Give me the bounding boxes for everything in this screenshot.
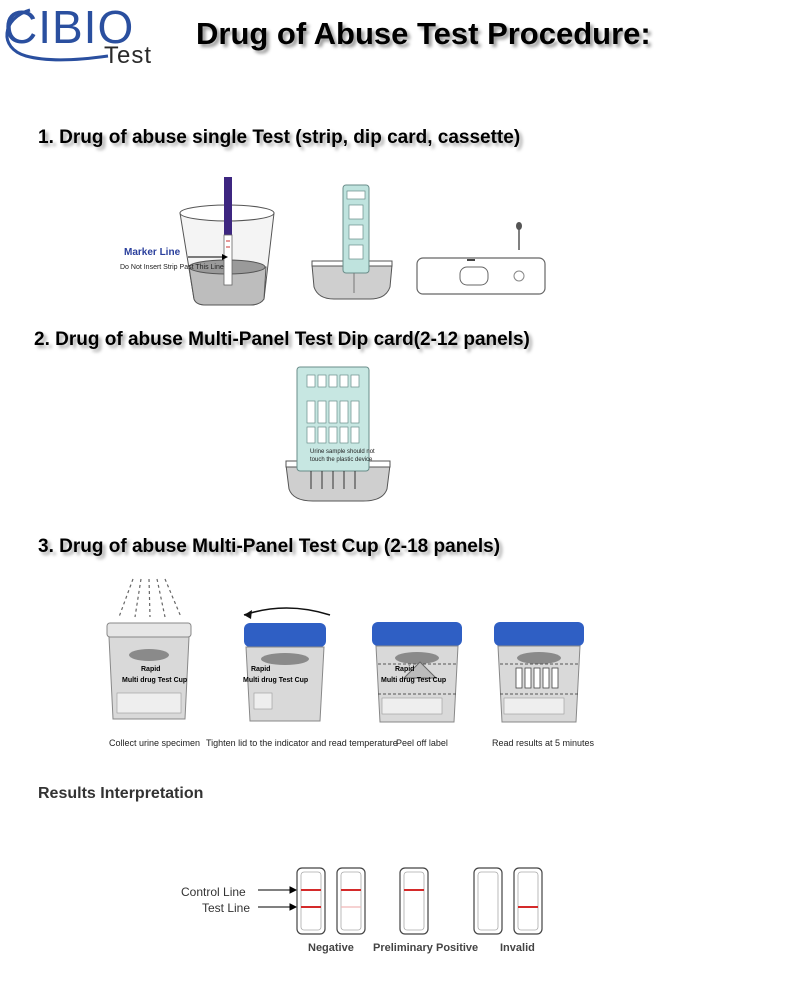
dip-card-note-1: Urine sample should not [310, 449, 375, 455]
dip-card-small-illustration [310, 183, 395, 303]
results-heading: Results Interpretation [38, 785, 204, 802]
dip-card-note-2: touch the plastic device [310, 457, 373, 463]
logo-sub: Test [104, 42, 153, 69]
cup-step-3-caption: Peel off label [396, 738, 448, 748]
result-invalid-label: Invalid [500, 942, 535, 954]
result-negative-label: Negative [308, 942, 354, 954]
marker-line-label: Marker Line [124, 247, 181, 258]
cup3-brand2: Multi drug Test Cup [381, 677, 447, 684]
cup2-brand1: Rapid [251, 666, 271, 673]
section-2-heading: 2. Drug of abuse Multi-Panel Test Dip card(2-12 panels) [34, 329, 530, 350]
results-diagram [0, 860, 800, 940]
cup-step-1-illustration [105, 575, 195, 725]
cup-step-4-caption: Read results at 5 minutes [492, 738, 595, 748]
cassette-illustration [415, 220, 550, 300]
section-3-heading: 3. Drug of abuse Multi-Panel Test Cup (2-18 panels) [38, 536, 501, 557]
logo-swoosh [0, 0, 110, 70]
multi-panel-dip-card-illustration [283, 365, 393, 505]
cup-step-1-caption: Collect urine specimen [109, 738, 201, 748]
section-1-heading: 1. Drug of abuse single Test (strip, dip card, cassette) [38, 127, 521, 148]
test-line-label: Test Line [202, 901, 251, 915]
result-positive-label: Preliminary Positive [373, 942, 479, 954]
cup2-brand2: Multi drug Test Cup [243, 677, 309, 684]
page-title: Drug of Abuse Test Procedure: [196, 16, 651, 51]
cup1-brand1: Rapid [141, 666, 161, 673]
cup3-brand1: Rapid [395, 666, 415, 673]
marker-line-note: Do Not Insert Strip Past This Line [120, 264, 224, 271]
strip-in-cup-illustration [110, 175, 285, 310]
control-line-label: Control Line [181, 885, 246, 899]
cup-step-3-illustration [370, 618, 465, 726]
cup-step-2-caption: Tighten lid to the indicator and read temperature [206, 738, 398, 748]
logo-main: CIBIO [4, 1, 135, 53]
cup-step-2-illustration [236, 605, 336, 725]
cup1-brand2: Multi drug Test Cup [122, 677, 188, 684]
cup-step-4-illustration [492, 618, 587, 726]
